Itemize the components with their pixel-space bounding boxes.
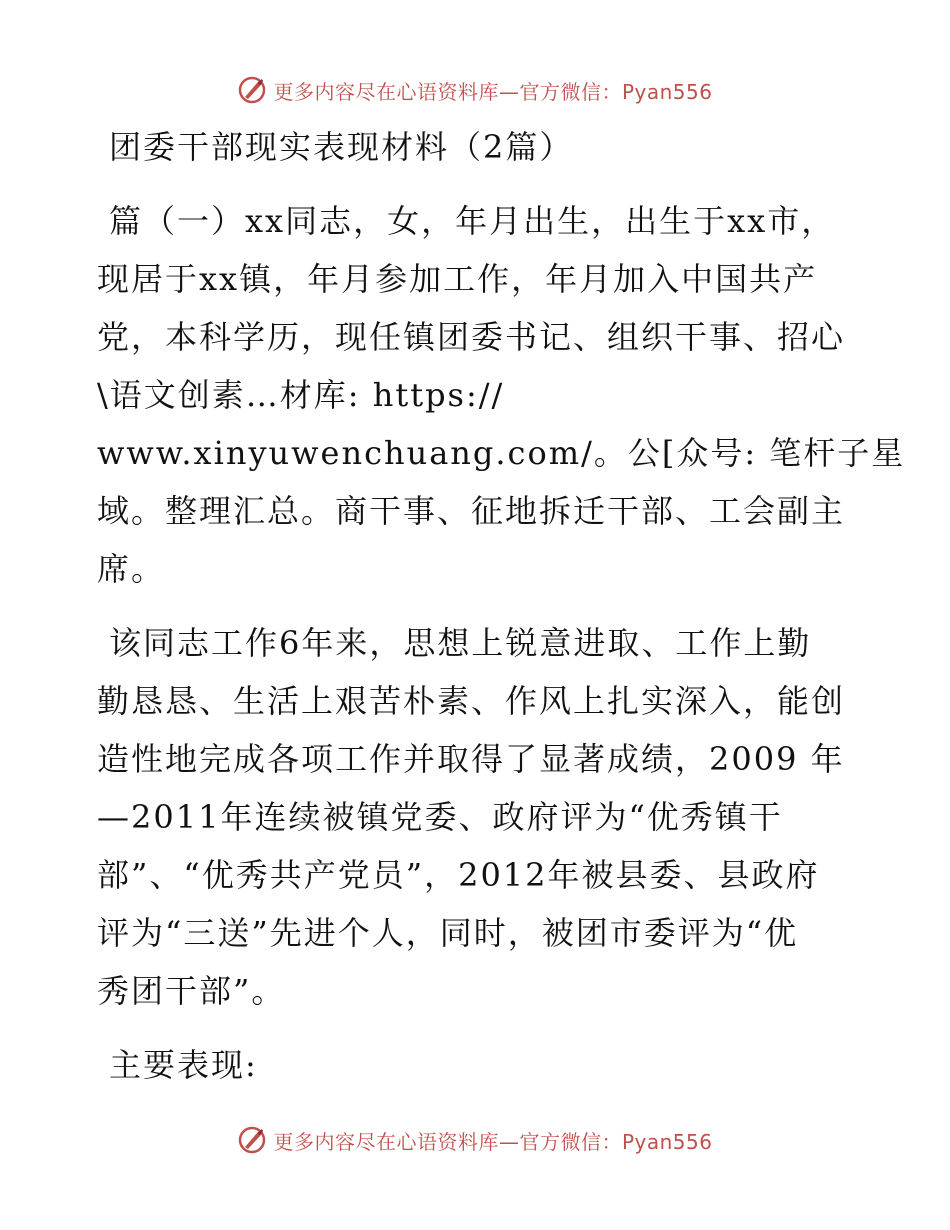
text-line: 秀团干部”。 [97, 972, 286, 1010]
header-banner [0, 70, 950, 110]
text-line: 评为“三送”先进个人，同时，被团市委评为“优 [97, 914, 799, 952]
text-line: 部”、“优秀共产党员”，2012年被县委、县政府 [97, 856, 820, 894]
text-line: 席。 [97, 550, 166, 588]
text-line: 该同志工作6年来，思想上锐意进取、工作上勤 [109, 624, 812, 662]
text-line: 现居于xx镇，年月参加工作，年月加入中国共产 [97, 260, 818, 298]
text-line: 勤恳恳、生活上艰苦朴素、作风上扎实深入，能创 [97, 682, 846, 720]
text-line: —2011年连续被镇党委、政府评为“优秀镇干 [97, 798, 783, 836]
quill-pen-logo-icon [237, 75, 267, 105]
quill-pen-logo-icon [237, 1125, 267, 1155]
text-line: 域。整理汇总。商干事、征地拆迁干部、工会副主 [97, 492, 846, 530]
footer-banner [0, 1120, 950, 1160]
text-line: \语文创素…材库: https:// [97, 376, 505, 414]
text-line: 党，本科学历，现任镇团委书记、组织干事、招心 [97, 318, 846, 356]
document-body [97, 118, 906, 1094]
paragraph-2 [97, 614, 857, 1020]
text-line: www.xinyuwenchuang.com/。公[众号: 笔杆子星 [97, 434, 906, 472]
text-line: 造性地完成各项工作并取得了显著成绩，2009 年 [97, 740, 845, 778]
banner-text: 更多内容尽在心语资料库—官方微信：Pyan556 [273, 1129, 713, 1154]
section-heading: 主要表现: [109, 1046, 258, 1084]
text-line: 篇（一）xx同志，女，年月出生，出生于xx市， [109, 202, 836, 240]
document-title: 团委干部现实表现材料（2篇） [109, 128, 574, 166]
banner-text: 更多内容尽在心语资料库—官方微信：Pyan556 [273, 79, 713, 104]
paragraph-1 [97, 192, 906, 598]
